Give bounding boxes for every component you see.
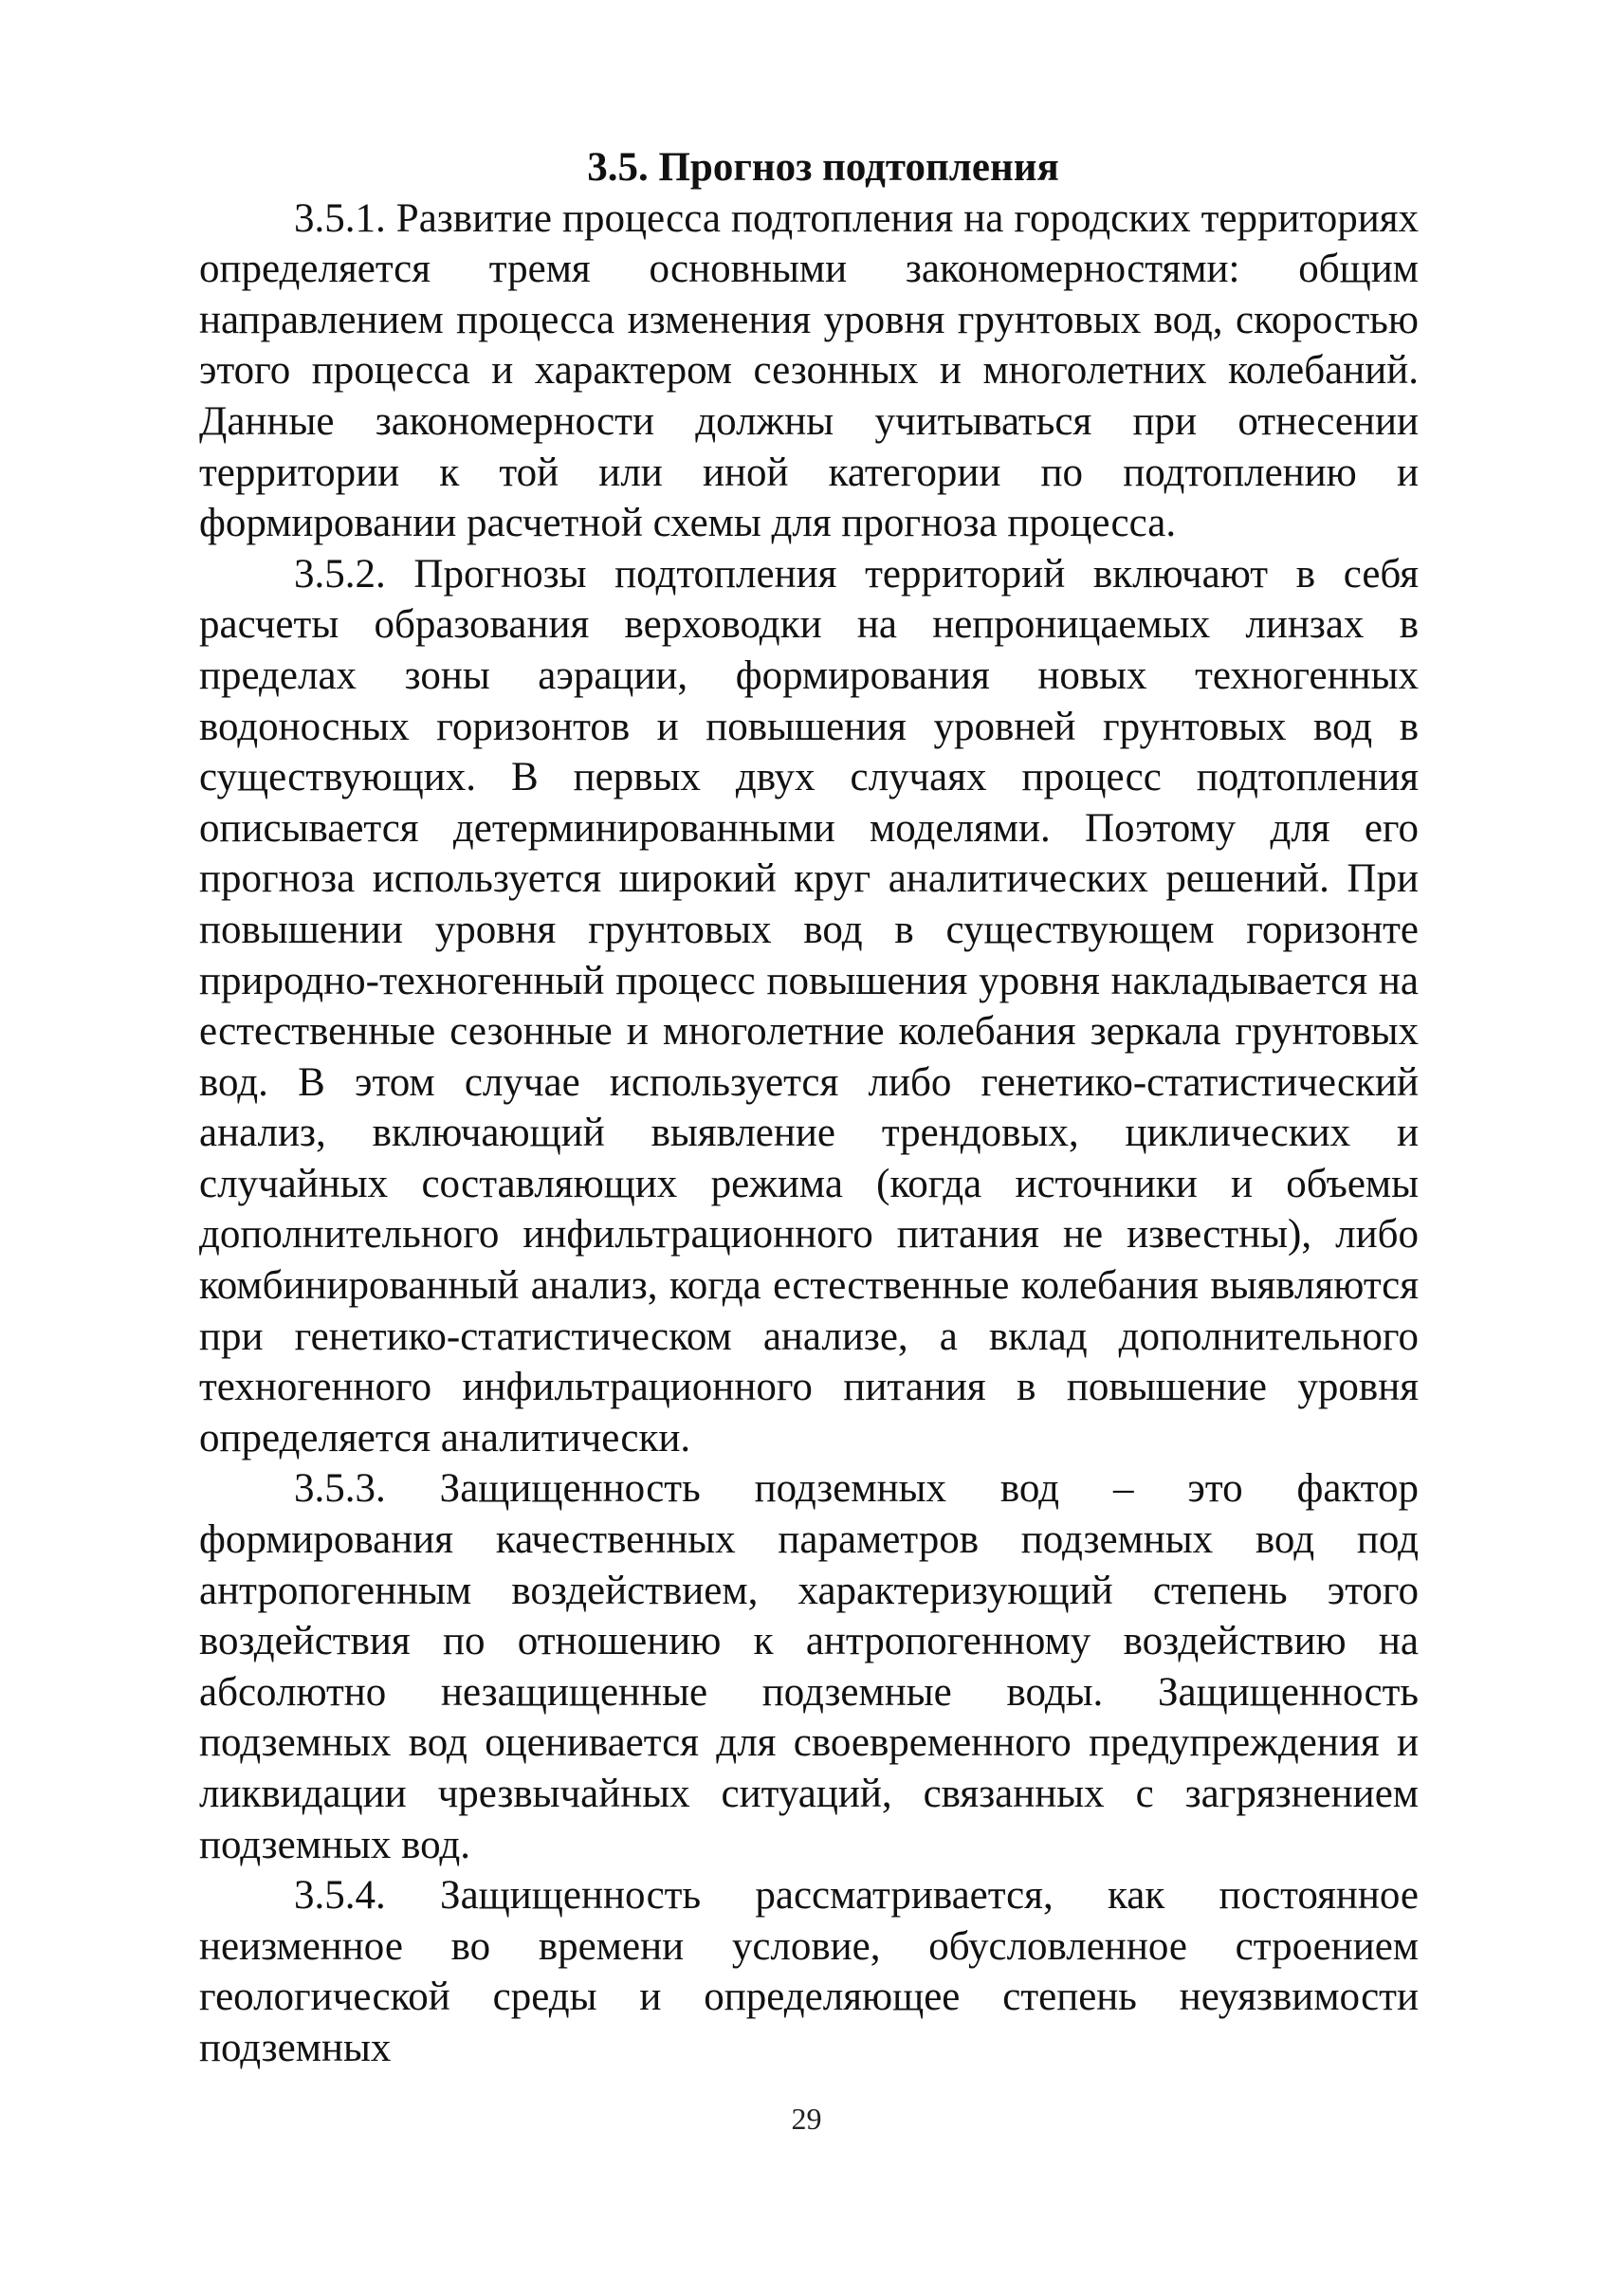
paragraph-3-5-4: 3.5.4. Защищенность рассматривается, как постоянное неизменное во времени условие, обусловленное строением геологической среды и определяющее степень неуязвимости подземных bbox=[199, 1873, 1419, 2070]
paragraph-3-5-3: 3.5.3. Защищенность подземных вод – это фактор формирования качественных параметров подземных вод под антропогенным воздействием, характеризующий степень этого воздействия по отношению к антропогенному воздействию на абсолютно незащищенные подземные воды. Защищенность подземных вод оценивается для своевременного предупреждения и ликвидации чрезвычайных ситуаций, связанных с загрязнением подземных вод. bbox=[199, 1466, 1419, 1867]
page-number: 29 bbox=[791, 2102, 822, 2136]
document-page bbox=[199, 142, 1419, 2074]
paragraph-3-5-1: 3.5.1. Развитие процесса подтопления на городских территориях определяется тремя основными закономерностями: общим направлением процесса изменения уровня грунтовых вод, скоростью этого процесса и характером сезонных и многолетних колебаний. Данные закономерности должны учитываться при отнесении территории к той или иной категории по подтоплению и формировании расчетной схемы для прогноза процесса. bbox=[199, 195, 1419, 546]
paragraph-3-5-2: 3.5.2. Прогнозы подтопления территорий включают в себя расчеты образования верховодки на непроницаемых линзах в пределах зоны аэрации, формирования новых техногенных водоносных горизонтов и повышения уровней грунтовых вод в существующих. В первых двух случаях процесс подтопления описывается детерминированными моделями. Поэтому для его прогноза используется широкий круг аналитических решений. При повышении уровня грунтовых вод в существующем горизонте природно-техногенный процесс повышения уровня накладывается на естественные сезонные и многолетние колебания зеркала грунтовых вод. В этом случае используется либо генетико-статистический анализ, включающий выявление трендовых, циклических и случайных составляющих режима (когда источники и объемы дополнительного инфильтрационного питания не известны), либо комбинированный анализ, когда естественные колебания выявляются при генетико-статистическом анализе, а вклад дополнительного техногенного инфильтрационного питания в повышение уровня определяется аналитически. bbox=[199, 551, 1419, 1460]
section-heading: 3.5. Прогноз подтопления bbox=[587, 145, 1059, 190]
